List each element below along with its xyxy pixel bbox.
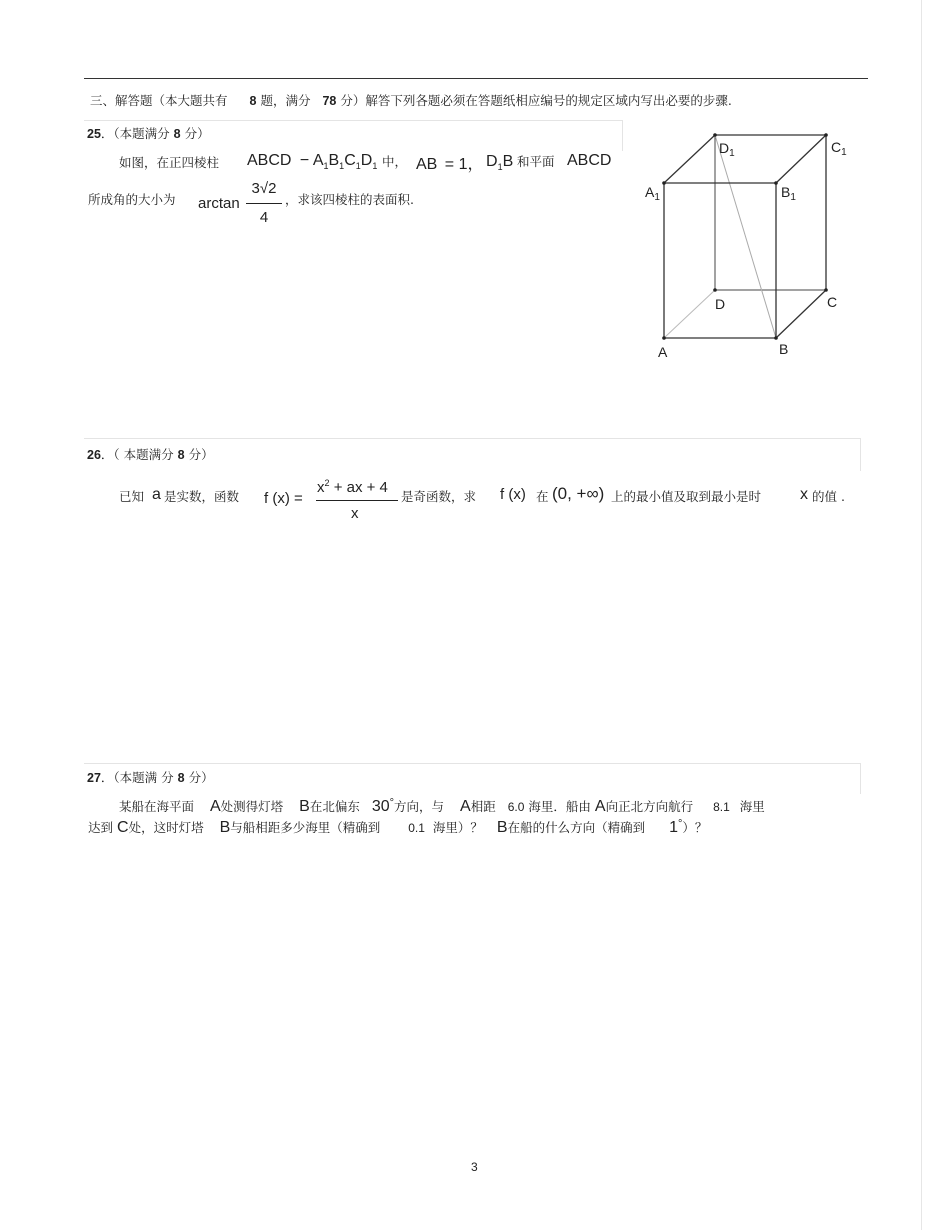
q27-l2-t2: 处，这时灯塔 — [128, 820, 204, 836]
label-B: B — [779, 341, 789, 357]
q26-interval: (0, +∞) — [552, 484, 605, 503]
q27-l1-deg: ° — [389, 797, 395, 809]
q26-text-1: 已知 — [119, 489, 145, 504]
q25-points: 8 — [173, 127, 181, 141]
q27-l2-1: 1 — [669, 819, 678, 837]
q26-var-x: x — [800, 486, 808, 503]
q27-l1-81: 8.1 — [713, 800, 730, 815]
q25-frac-bar — [246, 203, 282, 204]
q26-points-label: ．（ 本题满分 — [100, 447, 174, 462]
section-header — [90, 91, 732, 109]
q25-m8: D — [360, 152, 373, 169]
q26-text-5: 上的最小值及取到最小是时 — [611, 489, 762, 504]
q26-frac-numerator — [317, 478, 388, 496]
q25-m7: 1 — [355, 161, 361, 172]
vertex-C — [824, 288, 828, 292]
q25-text-5: ，求该四棱柱的表面积. — [285, 192, 414, 207]
q27-points: 8 — [177, 771, 185, 785]
q27-l1-t5: 相距 — [470, 799, 496, 815]
q27-l1-t7: 向正北方向航行 — [605, 799, 694, 815]
q27-l1-a: A — [210, 798, 221, 816]
q25-m5: 1 — [339, 161, 345, 172]
vertex-B1 — [774, 181, 778, 185]
section-header-mid: 题，满分 — [260, 93, 311, 108]
q25-m12: D — [486, 153, 498, 170]
q26-text-6: 的值 . — [812, 489, 845, 504]
q26-frac-bar — [316, 500, 398, 501]
q26-text-3: 是奇函数，求 — [401, 489, 477, 504]
q27-l1-t6: 海里．船由 — [528, 799, 591, 815]
q26-var-a: a — [152, 486, 161, 503]
q27-l2-t4: 海里）？ — [432, 820, 483, 836]
q27-heading — [87, 768, 214, 786]
q25-d1b — [486, 153, 513, 172]
q26-frac-denominator: x — [351, 505, 359, 522]
label-A1: $A_1$ — [645, 184, 660, 203]
q27-l1-t8: 海里 — [739, 799, 765, 815]
q27-l1-6: 6.0 — [507, 800, 525, 815]
q25-m3: 1 — [323, 161, 329, 172]
q27-l1-t2: 处测得灯塔 — [220, 799, 284, 815]
q27-l2-01: 0.1 — [408, 821, 425, 836]
edge-B-C — [776, 290, 826, 338]
q25-text-4: 所成角的大小为 — [88, 192, 176, 207]
q27-l2-c: C — [117, 819, 129, 837]
label-D: D — [715, 296, 726, 312]
q25-text-2: 中， — [382, 154, 408, 169]
q27-l1-a2: A — [460, 798, 471, 816]
q27-l2-t3: 与船相距多少海里（精确到 — [230, 820, 381, 836]
page-number: 3 — [471, 1160, 478, 1174]
q26-fx2: f (x) — [500, 486, 526, 503]
q25-m9: 1 — [372, 161, 378, 172]
q25-arctan: arctan — [198, 195, 240, 212]
q25-m6: C — [344, 152, 356, 169]
q25-m14: B — [502, 153, 514, 170]
q25-ab — [416, 151, 484, 174]
question-count: 8 — [249, 94, 257, 108]
q25-text-1: 如图，在正四棱柱 — [119, 155, 220, 170]
q26-num-x: x — [317, 479, 325, 496]
q27-l1-30: 30 — [371, 798, 390, 816]
q27-line-1 — [119, 797, 765, 816]
header-rule — [84, 78, 868, 79]
edge-B1-C1 — [776, 135, 826, 183]
q25-points-label: ．（本题满分 — [100, 126, 170, 141]
q27-l2-t6: ）？ — [682, 820, 708, 836]
q27-l2-b: B — [219, 819, 231, 837]
q25-points-unit: 分） — [184, 126, 210, 141]
q27-l2-t5: 在船的什么方向（精确到 — [507, 820, 646, 836]
q27-l1-t3: 在北偏东 — [309, 799, 360, 815]
section-header-suffix: 分）解答下列各题必须在答题纸相应编号的规定区域内写出必要的步骤. — [340, 93, 732, 108]
q26-points-unit: 分） — [188, 447, 214, 462]
vertex-A1 — [662, 181, 666, 185]
q25-heading — [87, 124, 210, 142]
label-D1: $D_1$ — [719, 140, 735, 159]
q27-l1-b: B — [299, 798, 310, 816]
prism-figure — [640, 125, 860, 370]
vertex-B — [774, 336, 778, 340]
q25-frac-numerator: 3√2 — [251, 180, 277, 197]
q27-l1-t1: 某船在海平面 — [119, 799, 195, 815]
q25-m1: ABCD — [247, 152, 292, 169]
q26-number: 26 — [87, 448, 101, 462]
q26-num-rest: + ax + 4 — [333, 479, 388, 496]
q26-fx: f (x) = — [264, 490, 303, 507]
label-C: C — [827, 294, 838, 310]
q27-points-label: ．（本题满 分 — [100, 770, 174, 785]
page-edge-line — [921, 0, 922, 1230]
q27-points-unit: 分） — [188, 770, 214, 785]
q25-m15: ABCD — [567, 152, 612, 169]
q27-number: 27 — [87, 771, 101, 785]
q25-frac-denominator: 4 — [259, 209, 269, 226]
q26-text-4: 在 — [536, 489, 549, 504]
section-header-prefix: 三、解答题（本大题共有 — [90, 93, 228, 108]
total-score: 78 — [322, 94, 337, 108]
q25-text-3: 和平面 — [517, 154, 555, 169]
q25-m2: − A — [299, 152, 324, 169]
q27-l2-b2: B — [496, 819, 508, 837]
vertex-D — [713, 288, 717, 292]
label-A: A — [658, 344, 668, 360]
q25-m4: B — [328, 152, 340, 169]
label-C1: $C_1$ — [831, 139, 847, 158]
q25-prism-name — [247, 152, 377, 171]
q27-l1-a3: A — [594, 798, 606, 816]
q25-m11: = 1， — [444, 156, 484, 173]
q27-line-2 — [88, 818, 707, 837]
q25-m13: 1 — [497, 162, 503, 173]
vertex-D1 — [713, 133, 717, 137]
edge-A-D — [664, 290, 715, 338]
q26-text-2: 是实数，函数 — [164, 489, 240, 504]
q27-l2-t1: 达到 — [88, 820, 114, 836]
q26-points: 8 — [177, 448, 185, 462]
label-B1: $B_1$ — [781, 184, 796, 203]
q27-l1-t4: 方向，与 — [394, 799, 445, 815]
q25-m10: AB — [416, 156, 438, 173]
vertex-C1 — [824, 133, 828, 137]
edge-A1-D1 — [664, 135, 715, 183]
q27-l2-deg: ° — [677, 818, 683, 830]
vertex-A — [662, 336, 666, 340]
q26-num-sup: 2 — [324, 478, 330, 488]
q25-number: 25 — [87, 127, 101, 141]
q26-heading — [87, 445, 214, 463]
